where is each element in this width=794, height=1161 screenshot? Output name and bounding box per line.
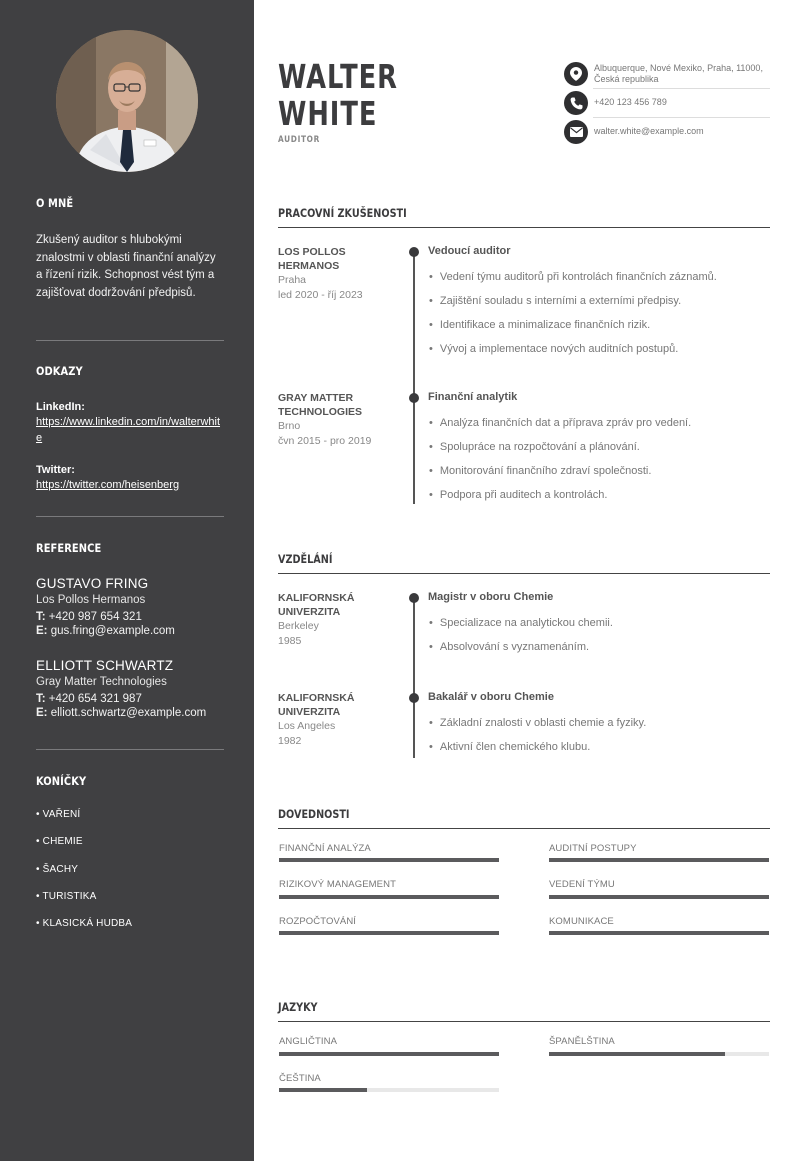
skill-bar-fill: [279, 895, 499, 899]
skill-bar: [279, 931, 499, 935]
envelope-icon: [564, 120, 588, 144]
phone-prefix: T:: [36, 693, 46, 705]
reference-item: [36, 658, 224, 719]
education-meta: [278, 591, 398, 649]
language-bar: [279, 1088, 499, 1092]
company-location: Brno: [278, 420, 301, 432]
profile-photo: [56, 30, 198, 172]
company-name: GRAY MATTER TECHNOLOGIES: [278, 392, 363, 418]
about-text: Zkušený auditor s hlubokými znalostmi v oblasti finanční analýzy a řízení rizik. Schopnost vést tým a zajišťovat dodržování předpisů.: [36, 234, 216, 299]
reference-email-value[interactable]: gus.fring@example.com: [50, 625, 175, 637]
reference-name: GUSTAVO FRING: [36, 576, 149, 591]
company-location: Praha: [278, 274, 307, 286]
hobby-item: • VAŘENÍ: [36, 809, 81, 820]
skill-label: RIZIKOVÝ MANAGEMENT: [279, 879, 396, 890]
job-dates: čvn 2015 - pro 2019: [278, 435, 372, 447]
education-bullet: • Základní znalosti v oblasti chemie a fyziky.: [429, 717, 646, 729]
references-heading: REFERENCE: [36, 541, 102, 555]
phone-icon: [564, 91, 588, 115]
location-pin-icon: [564, 62, 588, 86]
hobby-item: • ŠACHY: [36, 864, 79, 875]
education-heading: VZDĚLÁNÍ: [278, 552, 333, 566]
job-dates: led 2020 - říj 2023: [278, 289, 363, 301]
links-section: [36, 364, 224, 378]
address-text: Albuquerque, Nové Mexiko, Praha, 11000, Česká republika: [594, 62, 763, 84]
skill-bar: [279, 895, 499, 899]
hobby-item: • CHEMIE: [36, 836, 83, 847]
hobby-item: • KLASICKÁ HUDBA: [36, 918, 133, 929]
phone-text[interactable]: +420 123 456 789: [594, 97, 667, 108]
last-name: WHITE: [278, 94, 378, 133]
linkedin-link[interactable]: https://www.linkedin.com/in/walterwhite: [36, 416, 221, 444]
email-prefix: E:: [36, 625, 48, 637]
skill-bar: [549, 895, 769, 899]
reference-company: Gray Matter Technologies: [36, 676, 167, 688]
reference-company: Los Pollos Hermanos: [36, 594, 146, 606]
school-year: 1982: [278, 735, 302, 747]
school-year: 1985: [278, 635, 302, 647]
experience-heading: PRACOVNÍ ZKUŠENOSTI: [278, 206, 407, 220]
language-bar: [549, 1052, 769, 1056]
contact-phone: [564, 91, 770, 115]
contact-divider: [593, 88, 770, 89]
experience-meta: [278, 245, 398, 303]
first-name: WALTER: [278, 57, 398, 96]
degree-title: Magistr v oboru Chemie: [428, 591, 554, 603]
job-bullet: • Vývoj a implementace nových auditních postupů.: [429, 343, 678, 355]
twitter-link[interactable]: https://twitter.com/heisenberg: [36, 479, 180, 491]
job-bullet: • Vedení týmu auditorů při kontrolách finančních záznamů.: [429, 271, 717, 283]
experience-meta: [278, 391, 398, 449]
reference-email: [36, 707, 224, 719]
hobby-item: • TURISTIKA: [36, 891, 97, 902]
reference-phone-value: +420 654 321 987: [48, 693, 142, 705]
sidebar-divider: [36, 749, 224, 750]
hobbies-heading: KONÍČKY: [36, 774, 87, 788]
school-name: KALIFORNSKÁ UNIVERZITA: [278, 592, 355, 618]
skill-bar-fill: [549, 931, 769, 935]
job-role: Finanční analytik: [428, 391, 518, 403]
skills-heading: DOVEDNOSTI: [278, 807, 350, 821]
job-bullet: • Zajištění souladu s interními a externími předpisy.: [429, 295, 681, 307]
email-prefix: E:: [36, 707, 48, 719]
school-location: Los Angeles: [278, 720, 336, 732]
hobbies-section: [36, 774, 224, 788]
school-name: KALIFORNSKÁ UNIVERZITA: [278, 692, 355, 718]
skill-bar-fill: [279, 858, 499, 862]
skill-bar: [549, 858, 769, 862]
section-divider: [278, 828, 770, 829]
skill-bar-fill: [549, 858, 769, 862]
link-label: LinkedIn:: [36, 401, 85, 413]
language-label: ČEŠTINA: [279, 1073, 321, 1084]
email-text[interactable]: walter.white@example.com: [594, 126, 704, 137]
job-bullet: • Podpora při auditech a kontrolách.: [429, 489, 607, 501]
phone-prefix: T:: [36, 611, 46, 623]
sidebar-divider: [36, 516, 224, 517]
timeline-dot: [409, 247, 419, 257]
school-location: Berkeley: [278, 620, 319, 632]
skill-bar-fill: [279, 931, 499, 935]
sidebar-divider: [36, 340, 224, 341]
about-heading: O MNĚ: [36, 196, 74, 210]
skill-label: AUDITNÍ POSTUPY: [549, 843, 637, 854]
education-meta: [278, 691, 398, 749]
language-bar-fill: [549, 1052, 725, 1056]
language-label: ANGLIČTINA: [279, 1036, 338, 1047]
references-section: [36, 541, 224, 555]
company-name: LOS POLLOS HERMANOS: [278, 246, 346, 272]
reference-item: [36, 576, 224, 637]
education-bullet: • Aktivní člen chemického klubu.: [429, 741, 590, 753]
languages-heading: JAZYKY: [278, 1000, 318, 1014]
about-section: [36, 196, 224, 210]
language-label: ŠPANĚLŠTINA: [549, 1036, 615, 1047]
link-item-linkedin: [36, 401, 224, 446]
job-role: Vedoucí auditor: [428, 245, 511, 257]
job-bullet: • Monitorování finančního zdraví společnosti.: [429, 465, 651, 477]
skill-label: KOMUNIKACE: [549, 916, 614, 927]
reference-phone: [36, 693, 224, 705]
language-bar-fill: [279, 1052, 499, 1056]
contact-email: [564, 120, 770, 144]
contact-divider: [593, 117, 770, 118]
degree-title: Bakalář v oboru Chemie: [428, 691, 554, 703]
language-bar: [279, 1052, 499, 1056]
experience-timeline: [413, 252, 415, 504]
job-bullet: • Spolupráce na rozpočtování a plánování.: [429, 441, 640, 453]
skill-label: VEDENÍ TÝMU: [549, 879, 615, 890]
reference-email-value[interactable]: elliott.schwartz@example.com: [50, 707, 207, 719]
section-divider: [278, 573, 770, 574]
timeline-dot: [409, 393, 419, 403]
link-label: Twitter:: [36, 464, 75, 476]
reference-phone: [36, 611, 224, 623]
skill-bar-fill: [549, 895, 769, 899]
skill-bar: [279, 858, 499, 862]
education-bullet: • Specializace na analytickou chemii.: [429, 617, 613, 629]
job-title: AUDITOR: [278, 135, 320, 145]
education-bullet: • Absolvování s vyznamenáním.: [429, 641, 589, 653]
section-divider: [278, 227, 770, 228]
section-divider: [278, 1021, 770, 1022]
skill-bar: [549, 931, 769, 935]
links-heading: ODKAZY: [36, 364, 83, 378]
reference-phone-value: +420 987 654 321: [48, 611, 142, 623]
skill-label: FINANČNÍ ANALÝZA: [279, 843, 371, 854]
skill-label: ROZPOČTOVÁNÍ: [279, 916, 357, 927]
reference-name: ELLIOTT SCHWARTZ: [36, 658, 174, 673]
job-bullet: • Analýza finančních dat a příprava zpráv pro vedení.: [429, 417, 691, 429]
job-bullet: • Identifikace a minimalizace finančních rizik.: [429, 319, 650, 331]
education-timeline: [413, 598, 415, 758]
contact-address: [564, 62, 770, 86]
timeline-dot: [409, 693, 419, 703]
sidebar: [0, 0, 254, 1161]
reference-email: [36, 625, 224, 637]
timeline-dot: [409, 593, 419, 603]
link-item-twitter: [36, 464, 224, 493]
language-bar-fill: [279, 1088, 367, 1092]
person-name: [278, 58, 398, 132]
